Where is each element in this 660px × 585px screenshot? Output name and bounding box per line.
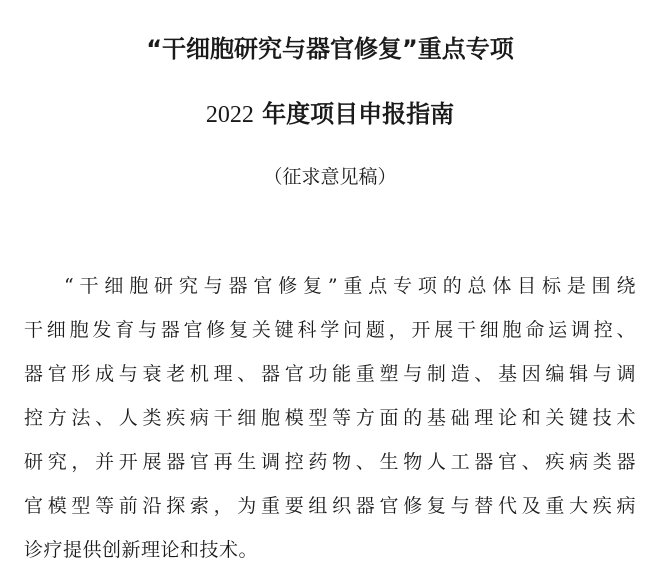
document-title-line-2	[0, 99, 660, 130]
document-subtitle: （征求意见稿）	[263, 166, 397, 188]
body-line: 控方法、人类疾病干细胞模型等方面的基础理论和关键技术	[24, 407, 636, 429]
body-line: “干细胞研究与器官修复”重点专项的总体目标是围绕	[64, 275, 636, 297]
body-line: 器官形成与衰老机理、器官功能重塑与制造、基因编辑与调	[24, 363, 636, 385]
body-line: 官模型等前沿探索，为重要组织器官修复与替代及重大疾病	[24, 495, 636, 517]
body-line: 诊疗提供创新理论和技术。	[24, 539, 259, 561]
document-title-line-1: “干细胞研究与器官修复”重点专项	[146, 35, 514, 63]
title-guide-text: 年度项目申报指南	[253, 100, 455, 128]
body-line: 干细胞发育与器官修复关键科学问题，开展干细胞命运调控、	[24, 319, 636, 341]
body-line: 研究，并开展器官再生调控药物、生物人工器官、疾病类器	[24, 451, 636, 473]
title-year: 2022	[205, 102, 254, 128]
